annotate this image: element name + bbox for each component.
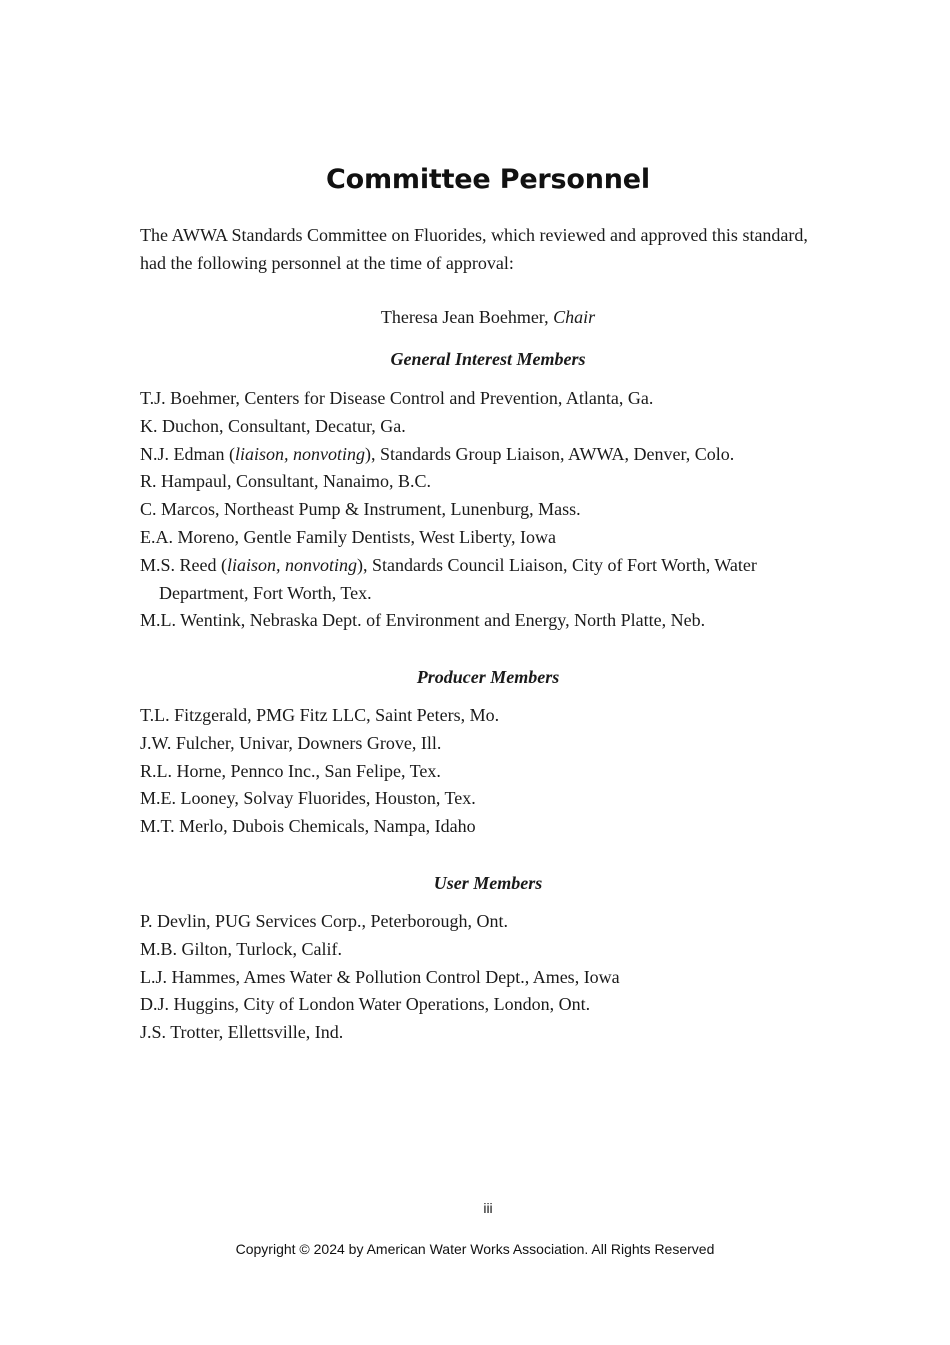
general-interest-heading: General Interest Members	[390, 349, 586, 369]
member-entry: C. Marcos, Northeast Pump & Instrument, Lunenburg, Mass.	[140, 499, 581, 520]
member-entry: D.J. Huggins, City of London Water Operations, London, Ont.	[140, 994, 591, 1015]
member-entry: E.A. Moreno, Gentle Family Dentists, West Liberty, Iowa	[140, 526, 556, 547]
producer-heading: Producer Members	[416, 667, 560, 687]
member-entry: M.E. Looney, Solvay Fluorides, Houston, Tex.	[140, 788, 476, 809]
producer-list	[140, 702, 840, 841]
committee-chair	[0, 303, 950, 331]
member-entry: T.J. Boehmer, Centers for Disease Control and Prevention, Atlanta, Ga.	[140, 388, 654, 408]
page-title: Committee Personnel	[326, 164, 650, 195]
general-interest-list	[140, 385, 840, 635]
chair-role: Chair	[553, 307, 596, 327]
member-entry: R. Hampaul, Consultant, Nanaimo, B.C.	[140, 471, 431, 492]
member-entry: J.W. Fulcher, Univar, Downers Grove, Ill.	[140, 732, 442, 753]
member-entry: P. Devlin, PUG Services Corp., Peterborough, Ont.	[140, 911, 508, 931]
member-entry: M.T. Merlo, Dubois Chemicals, Nampa, Idaho	[140, 816, 476, 837]
member-entry: M.S. Reed (liaison, nonvoting), Standards Council Liaison, City of Fort Worth, Water Department, Fort Worth, Tex.	[140, 554, 757, 603]
member-entry: L.J. Hammes, Ames Water & Pollution Control Dept., Ames, Iowa	[140, 966, 620, 987]
intro-paragraph: The AWWA Standards Committee on Fluorides, which reviewed and approved this standard, had the following personnel at the time of approval:	[140, 225, 808, 273]
member-entry: J.S. Trotter, Ellettsville, Ind.	[140, 1022, 344, 1043]
member-entry: M.B. Gilton, Turlock, Calif.	[140, 938, 343, 959]
member-entry: T.L. Fitzgerald, PMG Fitz LLC, Saint Peters, Mo.	[140, 705, 500, 725]
copyright-notice: Copyright © 2024 by American Water Works Association. All Rights Reserved	[235, 1241, 715, 1257]
user-list	[140, 908, 840, 1047]
member-entry: R.L. Horne, Pennco Inc., San Felipe, Tex.	[140, 760, 441, 781]
user-heading: User Members	[433, 873, 543, 893]
member-entry: N.J. Edman (liaison, nonvoting), Standards Group Liaison, AWWA, Denver, Colo.	[140, 443, 735, 464]
chair-name: Theresa Jean Boehmer,	[380, 307, 554, 327]
member-entry: K. Duchon, Consultant, Decatur, Ga.	[140, 415, 406, 436]
member-entry: M.L. Wentink, Nebraska Dept. of Environment and Energy, North Platte, Neb.	[140, 610, 706, 631]
page-number: iii	[483, 1200, 493, 1216]
